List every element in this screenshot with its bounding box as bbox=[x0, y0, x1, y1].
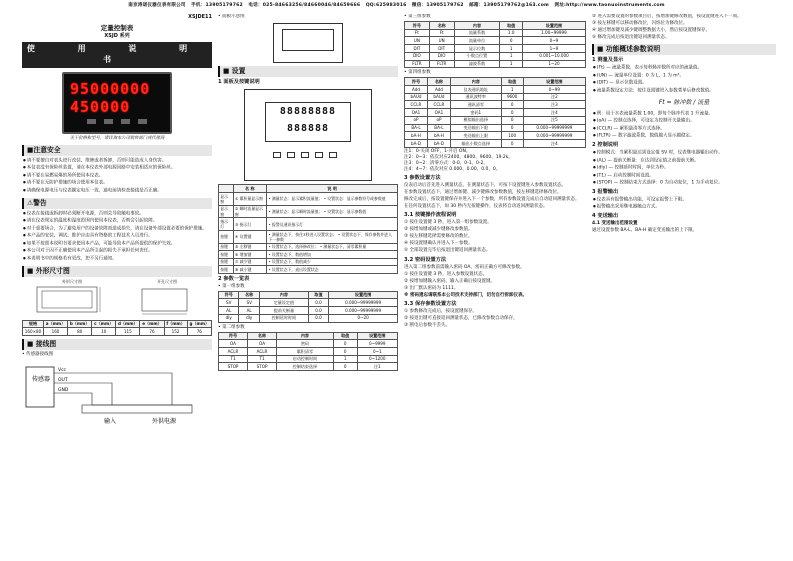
warning-icon: ⚠ bbox=[27, 198, 34, 207]
panel-keys-diagram: 88888888 888888 bbox=[244, 89, 372, 181]
list-item: ● 控制模式：当累积量达到设定值 SV 时，仪表继电器输出动作。 bbox=[592, 150, 776, 157]
flow-formula: Ft = 脉冲数 / 流量 bbox=[658, 98, 710, 106]
contact-header: 南京涛诺仪器仪表有限公司 手机：13905179762 电话：025-84663256/84660046/84659666 QQ:625983016 微信：13905179762 邮箱：13905179762@163.com 网址:http://www.taonuoinstruments.com bbox=[128, 3, 665, 8]
list-item: ● 仪表具有报警输出功能，可设定报警上下限。 bbox=[592, 197, 776, 204]
list-item: ● 请确保电源电压与仪表额定电压一致，通电前请检查接线是否正确。 bbox=[22, 188, 212, 195]
list-item: ● 报警输出采用继电器触点方式。 bbox=[592, 204, 776, 211]
input-label: 输入 bbox=[104, 418, 117, 426]
email: 13905179762@163.com bbox=[483, 3, 550, 8]
dimension-drawings: 外形尺寸图 开孔尺寸图 bbox=[22, 279, 212, 320]
dimension-heading: ■ 外形尺寸图 bbox=[22, 266, 212, 277]
column-4: ② 进入需要设置的参数项目后，按增加键修改数值，按设置键进入下一项。 ③ 按左移键可以移动修改位，闪烁位为修改位。 ④ 通过增加键及减少键调整数据大小，然后按设置键保存。 ⑤ 修改完成后按退出键返回测量状态。 ■ 功能概述参数说明 1 测量及显示 ● (Ft) — 流量系数，表示每秒脉冲数所对应的流量值。 ● (UN) — 流量单位设置：0 为 L，1 为 m³。 ● (DIT) — 显示位数设置。 ● 流量系数设定方法：按住设置键进入参数菜单后修改数值。 Ft = 脉冲数 / 流量 ● 例：用于水表流量系数 1.00，即每个脉冲代表 1 升流量。 ● (oA) — 控制点选择，可设定为控制开关量输出。 ● (CCLR) — 累积量清零方式选择。 ● (FLTR) — 数字滤波系数，数值越大显示越稳定。 2 控制说明 ● 控制模式：当累积量达到设定值 SV 时，仪表继电器输出动作。 ● (AL) — 提前关断量：在达到设定值之前提前关断。 ● (dly) — 控制延时时间，单位为秒。 ● (T1) — 启动控制时间设置。 ● (STOP) — 控制结束方式选择：0 为自动复位，1 为手动复位。 3 报警输出 ● 仪表具有报警输出功能，可设定报警上下限。 ● 报警输出采用继电器触点方式。 4 变送输出 4.1 变送输出范围设置 通过设置参数 BA-L、BA-H 确定变送输出的上下限。 bbox=[592, 14, 776, 559]
list-item: ● (oA) — 控制点选择，可设定为控制开关量输出。 bbox=[592, 118, 776, 125]
table-row: DIT DIT 显示位数 1 1~9 bbox=[405, 45, 586, 53]
table-row: DIO DIO 小数点位置 1 0.001~10.000 bbox=[405, 52, 586, 60]
meter-image bbox=[62, 72, 172, 134]
dimension-table: 规格 a（mm） b（mm） c（mm） d（mm） e（mm） f（mm） g（mm） 160×80 160 80 10 115 76 152 76 bbox=[22, 320, 212, 336]
warning-list bbox=[22, 211, 212, 263]
product-title: 定量控制表 bbox=[100, 23, 134, 32]
list-item: ● 本仪表没有保险丝装置，请在本仪表外部电源回路中安装相适应的保险丝。 bbox=[22, 165, 212, 172]
column-1 bbox=[22, 14, 212, 559]
meter-buttons bbox=[70, 119, 164, 124]
outline-drawing bbox=[32, 284, 112, 318]
qq: 625983016 bbox=[375, 3, 407, 8]
model-code: XSJDE11 bbox=[188, 14, 212, 20]
list-item: ● 本说明书中的规格若有更改，恕不另行通知。 bbox=[22, 256, 212, 263]
table-row: bA-D bA-D 输出小数点选择 0 注4 bbox=[405, 139, 586, 147]
front-panel-diagram bbox=[273, 23, 343, 63]
param-table-3: 符号 名称 内容 取值 设置范围 Ft Ft 流量系数 1.0 1.00~99999 UN UN 流量单位 0 0~9 DIT DIT 显示位数 1 1~9 DIO DIO 小数点位置 1 0.001~10.000 FLTR FLTR 滤波系数 1 1~20 bbox=[404, 21, 586, 68]
table-row: dly dly 控制延时时间 0.0 0~20 bbox=[219, 314, 398, 322]
list-item: ● 本公司对于因不正确使用本产品所引起的损失不承担任何责任。 bbox=[22, 248, 212, 255]
table-notes: 注1：0-关闭 OFF，1-开启 ON。 注2：0~3：依次对应2400、4800、9600、19.2k。 注3：0~2：清零方式：0-0、0-1、0-2。 注4：4~7：依次对应 0.000、0.00、0.0、0。 bbox=[404, 148, 513, 172]
svg-text:Vcc: Vcc bbox=[58, 368, 67, 374]
meter-display-bottom: 450000 bbox=[70, 97, 131, 116]
svg-text:OUT: OUT bbox=[58, 378, 68, 384]
table-row: BA-L BA-L 变送输出下限 0 0.000~99999999 bbox=[405, 124, 586, 132]
table-row: OA1 OA1 密码1 0 注4 bbox=[405, 109, 586, 117]
list-item: ● 例：用于水表流量系数 1.00，即每个脉冲代表 1 升流量。 bbox=[592, 111, 776, 118]
list-item: ● (CCLR) — 累积量清零方式选择。 bbox=[592, 126, 776, 133]
table-row: SV SV 定量设定值 0.0 0.000~99999999 bbox=[219, 299, 398, 307]
settings-method-title: 3 参数设置方法 bbox=[404, 174, 441, 181]
param-table-title: 2 参数一览表 bbox=[218, 275, 250, 282]
cutout-drawing bbox=[132, 284, 202, 318]
table-row: bAUd bAUd 通讯波特率 9600 注2 bbox=[405, 93, 586, 101]
wiring-sub: • 传感器接线图 bbox=[22, 352, 54, 358]
table-row: AL AL 提前关断量 0.0 0.000~99999999 bbox=[219, 307, 398, 315]
series-title: XSJD 系列 bbox=[104, 32, 130, 39]
panel-section-title: 1 面板及按键说明 bbox=[218, 79, 260, 86]
table-row: CCLR CCLR 通讯清零 0 注3 bbox=[405, 101, 586, 109]
phone: 13905179762 bbox=[205, 3, 243, 8]
list-item: ● 如果不按照本说明书要求使用本产品，可能导致本产品所提供的保护失效。 bbox=[22, 241, 212, 248]
list-item: ● (dly) — 控制延时时间，单位为秒。 bbox=[592, 165, 776, 172]
param-table-2: 符号 名称 内容 取值 设置范围 OA OA 密码 0 0~9999 ACLR ACLR 累积清零 0 0~1 T1 T1 启动控制时间 1 0~1200 STOP STOP 控制结束选择 0 注1 bbox=[218, 332, 398, 372]
list-item: ● 请不要擅自对表头进行改装、维修或者拆卸，否则可能造成人身伤害。 bbox=[22, 158, 212, 165]
list-item: ● 本产品的安装、调试、维护应由具有资格的工程技术人员进行。 bbox=[22, 233, 212, 240]
meter-display-top: 95000000 bbox=[70, 79, 151, 98]
safety-list bbox=[22, 158, 212, 195]
warning-heading: ⚠警告 bbox=[22, 198, 212, 209]
list-item: ● (STOP) — 控制结束方式选择：0 为自动复位，1 为手动复位。 bbox=[592, 180, 776, 187]
list-item: ● 流量系数设定方法：按住设置键进入参数菜单后修改数值。 bbox=[592, 88, 776, 95]
svg-text:GND: GND bbox=[58, 388, 69, 394]
safety-heading: ■注意安全 bbox=[22, 145, 212, 156]
list-item: ● 请不要在无防护措施的场合使用本仪表。 bbox=[22, 180, 212, 187]
list-item: ● 仪表在接线或拆卸时必须断开电源，否则会导致触电事故。 bbox=[22, 211, 212, 218]
key-flow-title: 3.1 按键操作流程说明 bbox=[404, 212, 457, 219]
telephone: 025-84663256/84660046/84659666 bbox=[262, 3, 361, 8]
table-row: ACLR ACLR 累积清零 0 0~1 bbox=[219, 348, 398, 356]
password-title: 3.2 密码设置方法 bbox=[404, 256, 447, 263]
table-row: STOP STOP 控制结束选择 0 注1 bbox=[219, 363, 398, 371]
column-2: • 面板示意图 ■ 设置 1 面板及按键说明 88888888 888888 名 称 说 明 显示窗 ① 累积量显示窗 • 测量状态：显示累积流量值； • 设置状态：显示参数符号或参数值 显示窗 ② 瞬时流量显示窗 • 测量状态：显示瞬时流量值； • 设置状态：显示参数值 指示灯 ③ 指示灯 • 报警及通讯指示灯 按键 ④ 设置键 • 测量状态下，按住3秒进入设置状态； • 设置状态下，保存参数并进入下一参数 按键 ⑤ 左移键 • 设置状态下，选择修改位； • 测量状态下，清零累积量 按键 ⑥ 增加键 • 设置状态下，数值增加 按键 ⑦ 减少键 • 设置状态下，数值减少 按键 ⑧ 减小键 • 设置状态下，退出设置状态 2 参数一览表 • 第一组参数 符号 名称 内容 取值 设置范围 SV SV 定量设定值 0.0 0.000~99999999 AL AL 提前关断量 0.0 0.000~99999999 dly dly 控制延时时间 0.0 0~20 • 第二组参数 符号 名称 内容 取值 设置范围 OA OA 密码 0 0~9999 ACLR ACLR 累积清零 0 0~1 T1 T1 启动控制时间 1 0~1200 STOP STOP 控制结束选择 0 注1 bbox=[218, 14, 398, 559]
image-caption: 关于价格和型号，请详询本公司销售部门或代理商 bbox=[69, 135, 165, 141]
list-item: ● 请在仪表规定的温度和湿度范围内使用本仪表，否则会引起故障。 bbox=[22, 218, 212, 225]
list-item: ● (AL) — 提前关断量：在达到设定值之前提前关断。 bbox=[592, 158, 776, 165]
company-name: 南京涛诺仪器仪表有限公司 bbox=[128, 3, 186, 8]
panel-key-table: 名 称 说 明 显示窗 ① 累积量显示窗 • 测量状态：显示累积流量值； • 设置状态：显示参数符号或参数值 显示窗 ② 瞬时流量显示窗 • 测量状态：显示瞬时流量值； • 设置状态：显示参数值 指示灯 ③ 指示灯 • 报警及通讯指示灯 按键 ④ 设置键 • 测量状态下，按住3秒进入设置状态； • 设置状态下，保存参数并进入下一参数 按键 ⑤ 左移键 • 设置状态下，选择修改位； • 测量状态下，清零累积量 按键 ⑥ 增加键 • 设置状态下，数值增加 按键 ⑦ 减少键 • 设置状态下，数值减少 按键 ⑧ 减小键 • 设置状态下，退出设置状态 bbox=[218, 184, 398, 273]
list-item: ● 对于重要场合，为了避免用户的设备故障而造成损失，请在设备外部设置必要的保护措施。 bbox=[22, 226, 212, 233]
table-row: OA OA 密码 0 0~9999 bbox=[219, 340, 398, 348]
list-item: ● (UN) — 流量单位设置：0 为 L，1 为 m³。 bbox=[592, 73, 776, 80]
table-row: bA-H bA-H 变送输出上限 100 0.000~99999999 bbox=[405, 132, 586, 140]
list-item: ● (T1) — 启动控制时间设置。 bbox=[592, 173, 776, 180]
list-item: ● (DIT) — 显示位数设置。 bbox=[592, 80, 776, 87]
table-row: Ft Ft 流量系数 1.0 1.00~99999 bbox=[405, 29, 586, 37]
table-row: oP oP 模拟输出选择 0 注5 bbox=[405, 116, 586, 124]
external-power-label: 外供电源 bbox=[152, 418, 177, 426]
list-item: ● 请不要在易燃易爆的场所使用本仪表。 bbox=[22, 173, 212, 180]
website: http://www.taonuoinstruments.com bbox=[566, 3, 665, 8]
sensor-label: 传感器 bbox=[32, 376, 51, 384]
table-row: UN UN 流量单位 0 0~9 bbox=[405, 37, 586, 45]
panel-diagram-title: • 面板示意图 bbox=[218, 14, 245, 19]
function-heading: ■ 功能概述参数说明 bbox=[592, 44, 776, 55]
column-3: • 第三组参数 符号 名称 内容 取值 设置范围 Ft Ft 流量系数 1.0 1.00~99999 UN UN 流量单位 0 0~9 DIT DIT 显示位数 1 1~9 DIO DIO 小数点位置 1 0.001~10.000 FLTR FLTR 滤波系数 1 1~20 • 第四组参数 符号 名称 内容 取值 设置范围 Add Add 仪表通讯地址 1 0~99 bAUd bAUd 通讯波特率 9600 注2 CCLR CCLR 通讯清零 0 注3 OA1 OA1 密码1 0 注4 oP oP 模拟输出选择 0 注5 BA-L BA-L 变送输出下限 0 0.000~99999999 bA-H bA-H 变送输出上限 100 0.000~99999999 bA-D bA-D 输出小数点选择 0 注4 注1：0-关闭 OFF，1-开启 ON。 注2：0~3：依次对应2400、4800、9600、19.2k。 注3：0~2：清零方式：0-0、0-1、0-2。 注4：4~7：依次对应 0.000、0.00、0.0、0。 3 参数设置方法 仪表启动后首先进入测量状态，在测量状态下，可按下设置键进入参数设置状态。 在参数设置状态下，通过增加键、减少键修改参数数值，按左移键选择修改位。 修改完成后，按设置键保存并进入下一个参数，所有参数设置完成后自动返回测量状态。 在任何设置状态下，如 30 秒内无按键操作，仪表将自动返回测量状态。 3.1 按键操作流程说明 ① 按住设置键 3 秒，进入第一组参数设置。 ② 按增加键或减少键修改参数值。 ③ 按左移键选择需要修改的数位。 ④ 按设置键确认并进入下一参数。 ⑤ 全部设置完毕后按退出键返回测量状态。 3.2 密码设置方法 进入第二组参数前需输入密码 OA，密码正确方可修改参数。 ① 按住设置键 3 秒，进入参数设置状态。 ② 按增加键输入密码，输入正确后按设置键。 ③ 出厂默认密码为 1111。 ※ 密码遗忘请联系本公司技术支持部门，切勿自行拆卸仪表。 3.3 保存参数设置方法 ① 参数修改完成后，按设置键保存。 ② 按退出键可直接返回测量状态，已修改参数自动保存。 ③ 断电后参数不丢失。 bbox=[404, 14, 586, 559]
list-item: ● (FLTR) — 数字滤波系数，数值越大显示越稳定。 bbox=[592, 133, 776, 140]
table-row: T1 T1 启动控制时间 1 0~1200 bbox=[219, 355, 398, 363]
wiring-heading: ■ 接线图 bbox=[22, 339, 212, 350]
save-title: 3.3 保存参数设置方法 bbox=[404, 300, 457, 307]
sensor-wiring-diagram bbox=[22, 359, 212, 427]
param-table-1: 符号 名称 内容 取值 设置范围 SV SV 定量设定值 0.0 0.000~99999999 AL AL 提前关断量 0.0 0.000~99999999 dly dly 控制延时时间 0.0 0~20 bbox=[218, 291, 398, 323]
list-item: ● (Ft) — 流量系数，表示每秒脉冲数所对应的流量值。 bbox=[592, 65, 776, 72]
settings-heading: ■ 设置 bbox=[218, 66, 398, 77]
manual-banner: 使 用 说 明 书 bbox=[22, 42, 212, 68]
table-row: FLTR FLTR 滤波系数 1 1~20 bbox=[405, 60, 586, 68]
param-table-4: 符号 名称 内容 取值 设置范围 Add Add 仪表通讯地址 1 0~99 bAUd bAUd 通讯波特率 9600 注2 CCLR CCLR 通讯清零 0 注3 OA1 OA1 密码1 0 注4 oP oP 模拟输出选择 0 注5 BA-L BA-L 变送输出下限 0 0.000~99999999 bA-H bA-H 变送输出上限 100 0.000~99999999 bA-D bA-D 输出小数点选择 0 注4 bbox=[404, 77, 586, 147]
wechat: 13905179762 bbox=[426, 3, 464, 8]
table-row: Add Add 仪表通讯地址 1 0~99 bbox=[405, 86, 586, 94]
